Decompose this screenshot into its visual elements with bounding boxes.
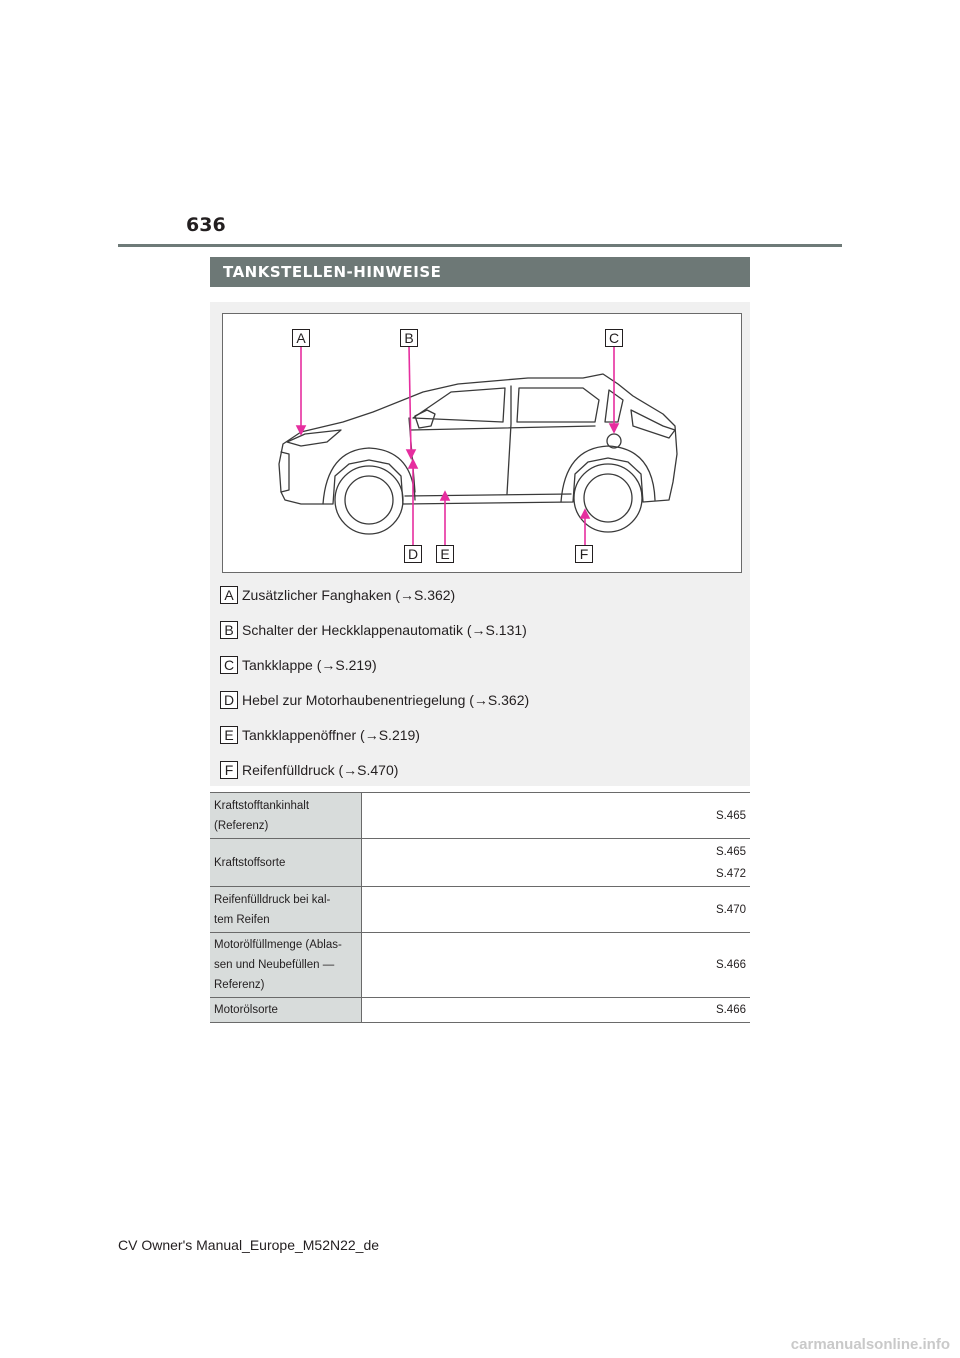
pointer-arrow-e: [441, 492, 449, 500]
table-label: Motorölfüllmenge (Ablas- sen und Neubefüllen — Referenz): [210, 933, 361, 998]
table-value: S.465 S.472: [715, 845, 746, 880]
page-number: 636: [186, 214, 226, 236]
rear-rim: [584, 474, 632, 522]
table-label: Kraftstoffsorte: [210, 839, 361, 887]
table-row: [210, 793, 750, 839]
callout-c: C: [605, 329, 623, 347]
legend-text: Hebel zur Motorhaubenentriegelung (→S.362): [242, 692, 530, 708]
table-row: [210, 998, 750, 1023]
table-value: S.466: [715, 1004, 746, 1016]
legend-letter: E: [220, 726, 238, 744]
pointer-arrow-b: [407, 450, 415, 458]
reference-table: [210, 792, 750, 1023]
callout-b: B: [400, 329, 418, 347]
legend-letter: F: [220, 761, 238, 779]
section-title: TANKSTELLEN-HINWEISE: [210, 257, 750, 287]
car-side-view-drawing: [223, 314, 743, 574]
legend-letter: A: [220, 586, 238, 604]
callout-a: A: [292, 329, 310, 347]
legend-letter: C: [220, 656, 238, 674]
front-rim: [345, 476, 393, 524]
pointer-arrow-c: [610, 424, 618, 432]
table-row: [210, 933, 750, 998]
watermark: carmanualsonline.info: [790, 1336, 950, 1353]
table-label: Motorölsorte: [210, 998, 361, 1023]
page-footer: CV Owner's Manual_Europe_M52N22_de: [118, 1237, 380, 1253]
table-value: S.470: [715, 903, 746, 916]
legend-text: Schalter der Heckklappenautomatik (→S.131): [242, 622, 527, 638]
table-label: Reifenfülldruck bei kal- tem Reifen: [210, 887, 361, 933]
legend-text: Tankklappe (→S.219): [242, 657, 377, 673]
rear-window: [517, 388, 599, 422]
header-rule: [118, 244, 842, 247]
table-row: [210, 887, 750, 933]
legend-letter: B: [220, 621, 238, 639]
table-value: S.465: [715, 809, 746, 822]
rear-light: [631, 410, 675, 438]
front-window: [413, 388, 505, 422]
pointer-arrow-d: [409, 460, 417, 468]
table-label: Kraftstofftankinhalt (Referenz): [210, 793, 361, 839]
callout-e: E: [436, 545, 454, 563]
car-illustration: [222, 313, 742, 573]
legend-text: Reifenfülldruck (→S.470): [242, 762, 399, 778]
legend-text: Zusätzlicher Fanghaken (→S.362): [242, 587, 456, 603]
pointer-line-b: [409, 346, 411, 454]
callout-d: D: [404, 545, 422, 563]
callout-f: F: [575, 545, 593, 563]
headlight: [287, 430, 341, 446]
pointer-arrow-a: [297, 426, 305, 434]
legend-letter: D: [220, 691, 238, 709]
table-value: S.466: [715, 959, 746, 971]
legend-text: Tankklappenöffner (→S.219): [242, 727, 420, 743]
table-row: [210, 839, 750, 887]
